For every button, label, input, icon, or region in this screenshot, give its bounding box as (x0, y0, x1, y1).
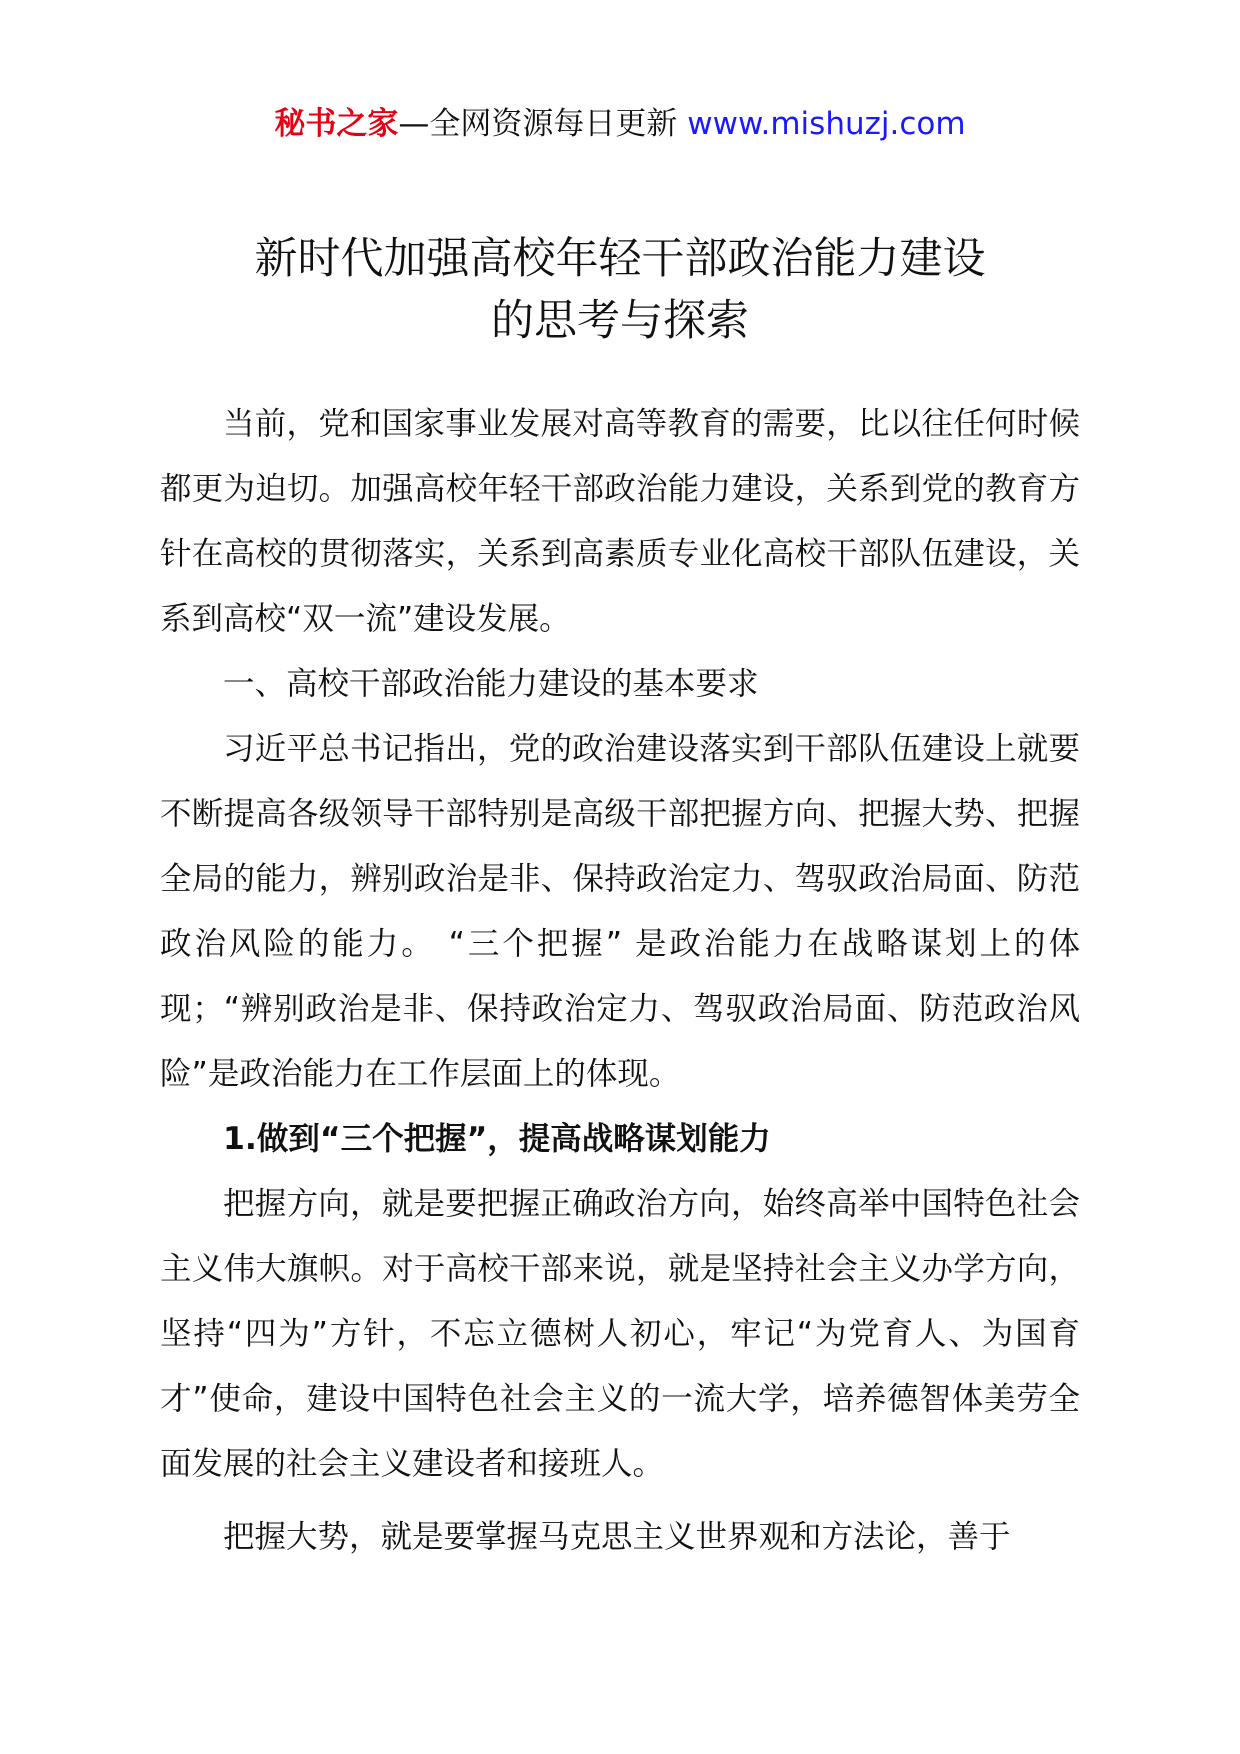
site-tagline: —全网资源每日更新 (398, 106, 678, 142)
document-body (160, 392, 1080, 1570)
site-url-link[interactable]: www.mishuzj.com (687, 106, 966, 142)
paragraph-direction: 把握方向，就是要把握正确政治方向，始终高举中国特色社会主义伟大旗帜。对于高校干部来说，就是坚持社会主义办学方向，坚持“四为”方针，不忘立德树人初心，牢记“为党育人、为国育才”使命，建设中国特色社会主义的一流大学，培养德智体美劳全面发展的社会主义建设者和接班人。 (160, 1186, 1080, 1482)
title-line-1: 新时代加强高校年轻干部政治能力建设 (254, 234, 986, 284)
subsection-heading-1: 1.做到“三个把握”，提高战略谋划能力 (223, 1121, 771, 1157)
document-title (0, 228, 1240, 352)
paragraph-trend: 把握大势，就是要掌握马克思主义世界观和方法论，善于 (223, 1519, 1011, 1555)
title-line-2: 的思考与探索 (491, 296, 749, 346)
paragraph-requirements: 习近平总书记指出，党的政治建设落实到干部队伍建设上就要不断提高各级领导干部特别是高级干部把握方向、把握大势、把握全局的能力，辨别政治是非、保持政治定力、驾驭政治局面、防范政治风险的能力。 “三个把握” 是政治能力在战略谋划上的体现；“辨别政治是非、保持政治定力、驾驭政治局面、防范政治风险”是政治能力在工作层面上的体现。 (160, 731, 1080, 1092)
site-brand: 秘书之家 (274, 106, 399, 142)
site-header (0, 98, 1240, 150)
section-heading-1: 一、高校干部政治能力建设的基本要求 (223, 666, 759, 702)
paragraph-intro: 当前，党和国家事业发展对高等教育的需要，比以往任何时候都更为迫切。加强高校年轻干部政治能力建设，关系到党的教育方针在高校的贯彻落实，关系到高素质专业化高校干部队伍建设，关系到高校“双一流”建设发展。 (160, 406, 1080, 637)
